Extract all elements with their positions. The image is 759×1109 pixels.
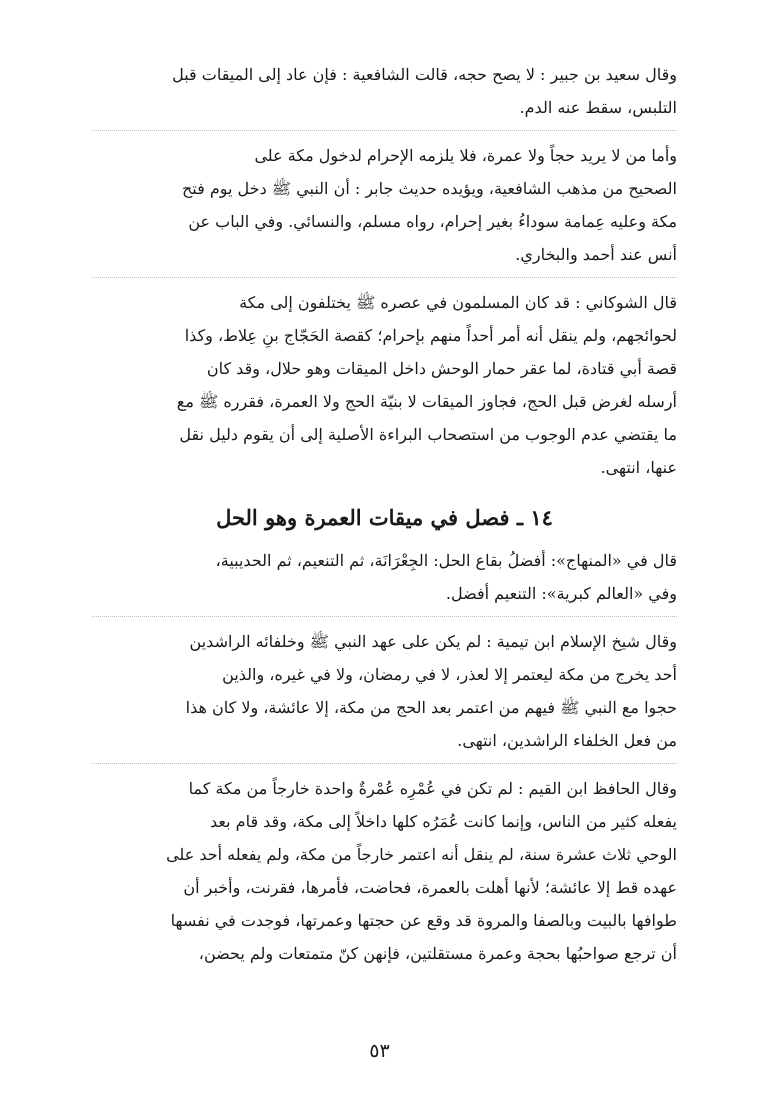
text-line: الصحيح من مذهب الشافعية، ويؤيده حديث جابر : أن النبي ﷺ دخل يوم فتح xyxy=(181,179,677,198)
text-line: أحد يخرج من مكة ليعتمر إلا لعذر، لا في رمضان، ولا في غيره، والذين xyxy=(222,665,677,684)
text-line: أرسله لغرض قبل الحج، فجاوز الميقات لا بنيّة الحج ولا العمرة، فقرره ﷺ مع xyxy=(176,392,677,411)
text-line: قال الشوكاني : قد كان المسلمون في عصره ﷺ يختلفون إلى مكة xyxy=(239,293,677,312)
text-line: لحوائجهم، ولم ينقل أنه أمر أحداً منهم بإحرام؛ كقصة الحَجّاج بنِ عِلاط، وكذا xyxy=(184,326,677,345)
paragraph-non-hajj-entry xyxy=(92,139,677,278)
text-line: الوحي ثلاث عشرة سنة، لم ينقل أنه اعتمر خارجاً من مكة، ولم يفعله أحد على xyxy=(166,845,677,864)
text-line: عنها، انتهى. xyxy=(600,458,677,477)
text-line: التلبس، سقط عنه الدم. xyxy=(519,98,677,117)
text-line: أنس عند أحمد والبخاري. xyxy=(515,245,677,264)
text-line: عهده قط إلا عائشة؛ لأنها أهلت بالعمرة، فحاضت، فأمرها، فقرنت، وأخبر أن xyxy=(183,878,677,897)
text-line: أن ترجع صواحبُها بحجة وعمرة مستقلتين، فإنهن كنّ متمتعات ولم يحضن، xyxy=(198,944,677,963)
paragraph-ibn-taymiyyah xyxy=(92,625,677,764)
paragraph-shawkani xyxy=(92,286,677,490)
text-line: وأما من لا يريد حجاً ولا عمرة، فلا يلزمه الإحرام لدخول مكة على xyxy=(254,146,677,165)
paragraph-text xyxy=(92,58,677,124)
text-line: قال في «المنهاج»: أفضلُ بقاع الحل: الجِعْرَانَة، ثم التنعيم، ثم الحديبية، xyxy=(215,551,677,570)
text-line: وفي «العالم كبرية»: التنعيم أفضل. xyxy=(445,584,677,603)
text-line: حجوا مع النبي ﷺ فيهم من اعتمر بعد الحج من مكة، إلا عائشة، ولا كان هذا xyxy=(185,698,677,717)
paragraph-minhaj xyxy=(92,544,677,617)
paragraph-text xyxy=(92,625,677,757)
paragraph-text xyxy=(92,544,677,610)
section-heading: ١٤ ـ فصل في ميقات العمرة وهو الحل xyxy=(216,505,553,530)
paragraph-ibn-al-qayyim xyxy=(92,772,677,976)
paragraph-text xyxy=(92,139,677,271)
text-line: ما يقتضي عدم الوجوب من استصحاب البراءة الأصلية إلى أن يقوم دليل نقل xyxy=(179,425,677,444)
paragraph-text xyxy=(92,286,677,484)
text-line: مكة وعليه عِمامة سوداءُ بغير إحرام، رواه مسلم، والنسائي. وفي الباب عن xyxy=(188,212,677,231)
text-line: طوافها بالبيت وبالصفا والمروة قد وقع عن حجتها وعمرتها، فوجدت في نفسها xyxy=(170,911,677,930)
page-body xyxy=(92,58,677,984)
paragraph-said-ibn-jubayr xyxy=(92,58,677,131)
text-line: قصة أبي قتادة، لما عقر حمار الوحش داخل الميقات وهو حلال، وقد كان xyxy=(206,359,677,378)
text-line: وقال الحافظ ابن القيم : لم تكن في عُمْرِه عُمْرةٌ واحدة خارجاً من مكة كما xyxy=(188,779,677,798)
page-number: ٥٣ xyxy=(369,1040,390,1062)
text-line: وقال شيخ الإسلام ابن تيمية : لم يكن على عهد النبي ﷺ وخلفائه الراشدين xyxy=(189,632,677,651)
paragraph-text xyxy=(92,772,677,970)
text-line: من فعل الخلفاء الراشدين، انتهى. xyxy=(457,731,677,750)
text-line: وقال سعيد بن جبير : لا يصح حجه، قالت الشافعية : فإن عاد إلى الميقات قبل xyxy=(172,65,677,84)
text-line: يفعله كثير من الناس، وإنما كانت عُمَرُه كلها داخلاً إلى مكة، وقد قام بعد xyxy=(210,812,677,831)
